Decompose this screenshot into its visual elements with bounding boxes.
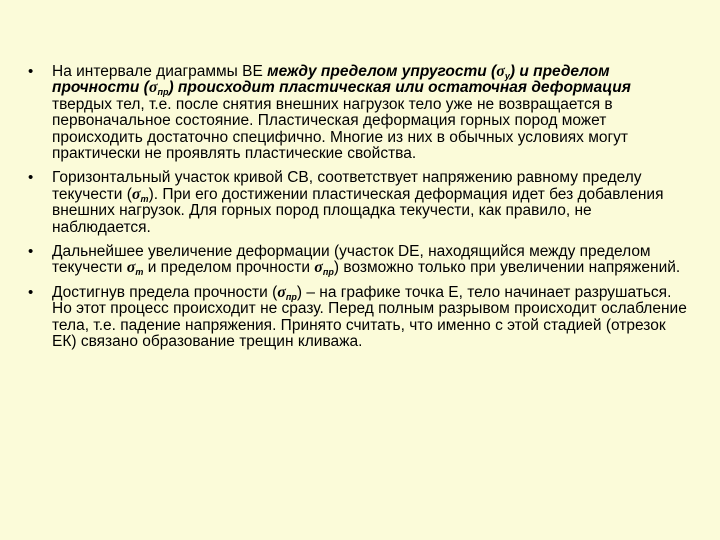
subscript: пр	[157, 87, 169, 98]
subscript: т	[140, 193, 149, 204]
bullet-dot: •	[28, 169, 34, 187]
bullet-text	[52, 169, 663, 235]
text-run: твердых тел, т.е. после снятия внешних нагрузок тело уже не возвращается в первоначальное состояние. Пластическая деформация горных пород может происходить достаточно специфично. Многие из них в обычных условиях могут практически не проявлять пластические свойства.	[52, 95, 629, 163]
sigma-symbol: σ	[496, 63, 505, 80]
sigma-symbol: σ	[126, 259, 136, 277]
text-run: ) происходит пластическая или остаточная деформация	[168, 79, 631, 97]
bullet-dot: •	[28, 283, 34, 301]
subscript: т	[135, 267, 144, 278]
bullet-item	[28, 64, 688, 162]
text-run: Достигнув предела прочности (	[52, 283, 278, 301]
text-run: ) возможно только при увеличении напряжений.	[333, 259, 681, 277]
bullet-text	[52, 243, 680, 276]
text-run: На интервале диаграммы ВЕ	[52, 63, 268, 80]
bullet-item	[28, 170, 688, 236]
bullet-list	[28, 64, 688, 359]
sigma-symbol: σ	[131, 185, 141, 203]
bullet-item	[28, 244, 688, 277]
sigma-symbol: σ	[148, 79, 158, 97]
text-run: ) и пределом прочности (	[52, 63, 610, 97]
text-run: Дальнейшее увеличение деформации (участок DE, находящийся между пределом текучести	[52, 243, 651, 277]
subscript: пр	[322, 267, 334, 278]
text-run: Горизонтальный участок кривой СВ, соответствует напряжению равному пределу текучести (	[52, 169, 642, 203]
sigma-symbol: σ	[314, 259, 323, 277]
subscript: пр	[285, 291, 297, 302]
text-run: и пределом прочности	[143, 259, 315, 277]
bullet-text	[52, 284, 687, 350]
bullet-item	[28, 285, 688, 351]
text-run: ). При его достижении пластическая деформация идет без добавления внешних нагрузок. Для горных пород площадка текучести, как правило, не наблюдается.	[52, 185, 664, 236]
text-run: между пределом упругости (	[267, 63, 497, 80]
sigma-symbol: σ	[277, 283, 286, 301]
text-run: ) – на графике точка Е, тело начинает разрушаться. Но этот процесс происходит не сразу. Перед полным разрывом происходит ослабление тела, т.е. падение напряжения. Принято считать, что именно с этой стадией (отрезок ЕК) связано образование трещин кливажа.	[52, 283, 687, 351]
subscript: у	[504, 71, 510, 81]
bullet-dot: •	[28, 63, 34, 80]
bullet-dot: •	[28, 243, 34, 261]
bullet-text	[52, 63, 631, 162]
